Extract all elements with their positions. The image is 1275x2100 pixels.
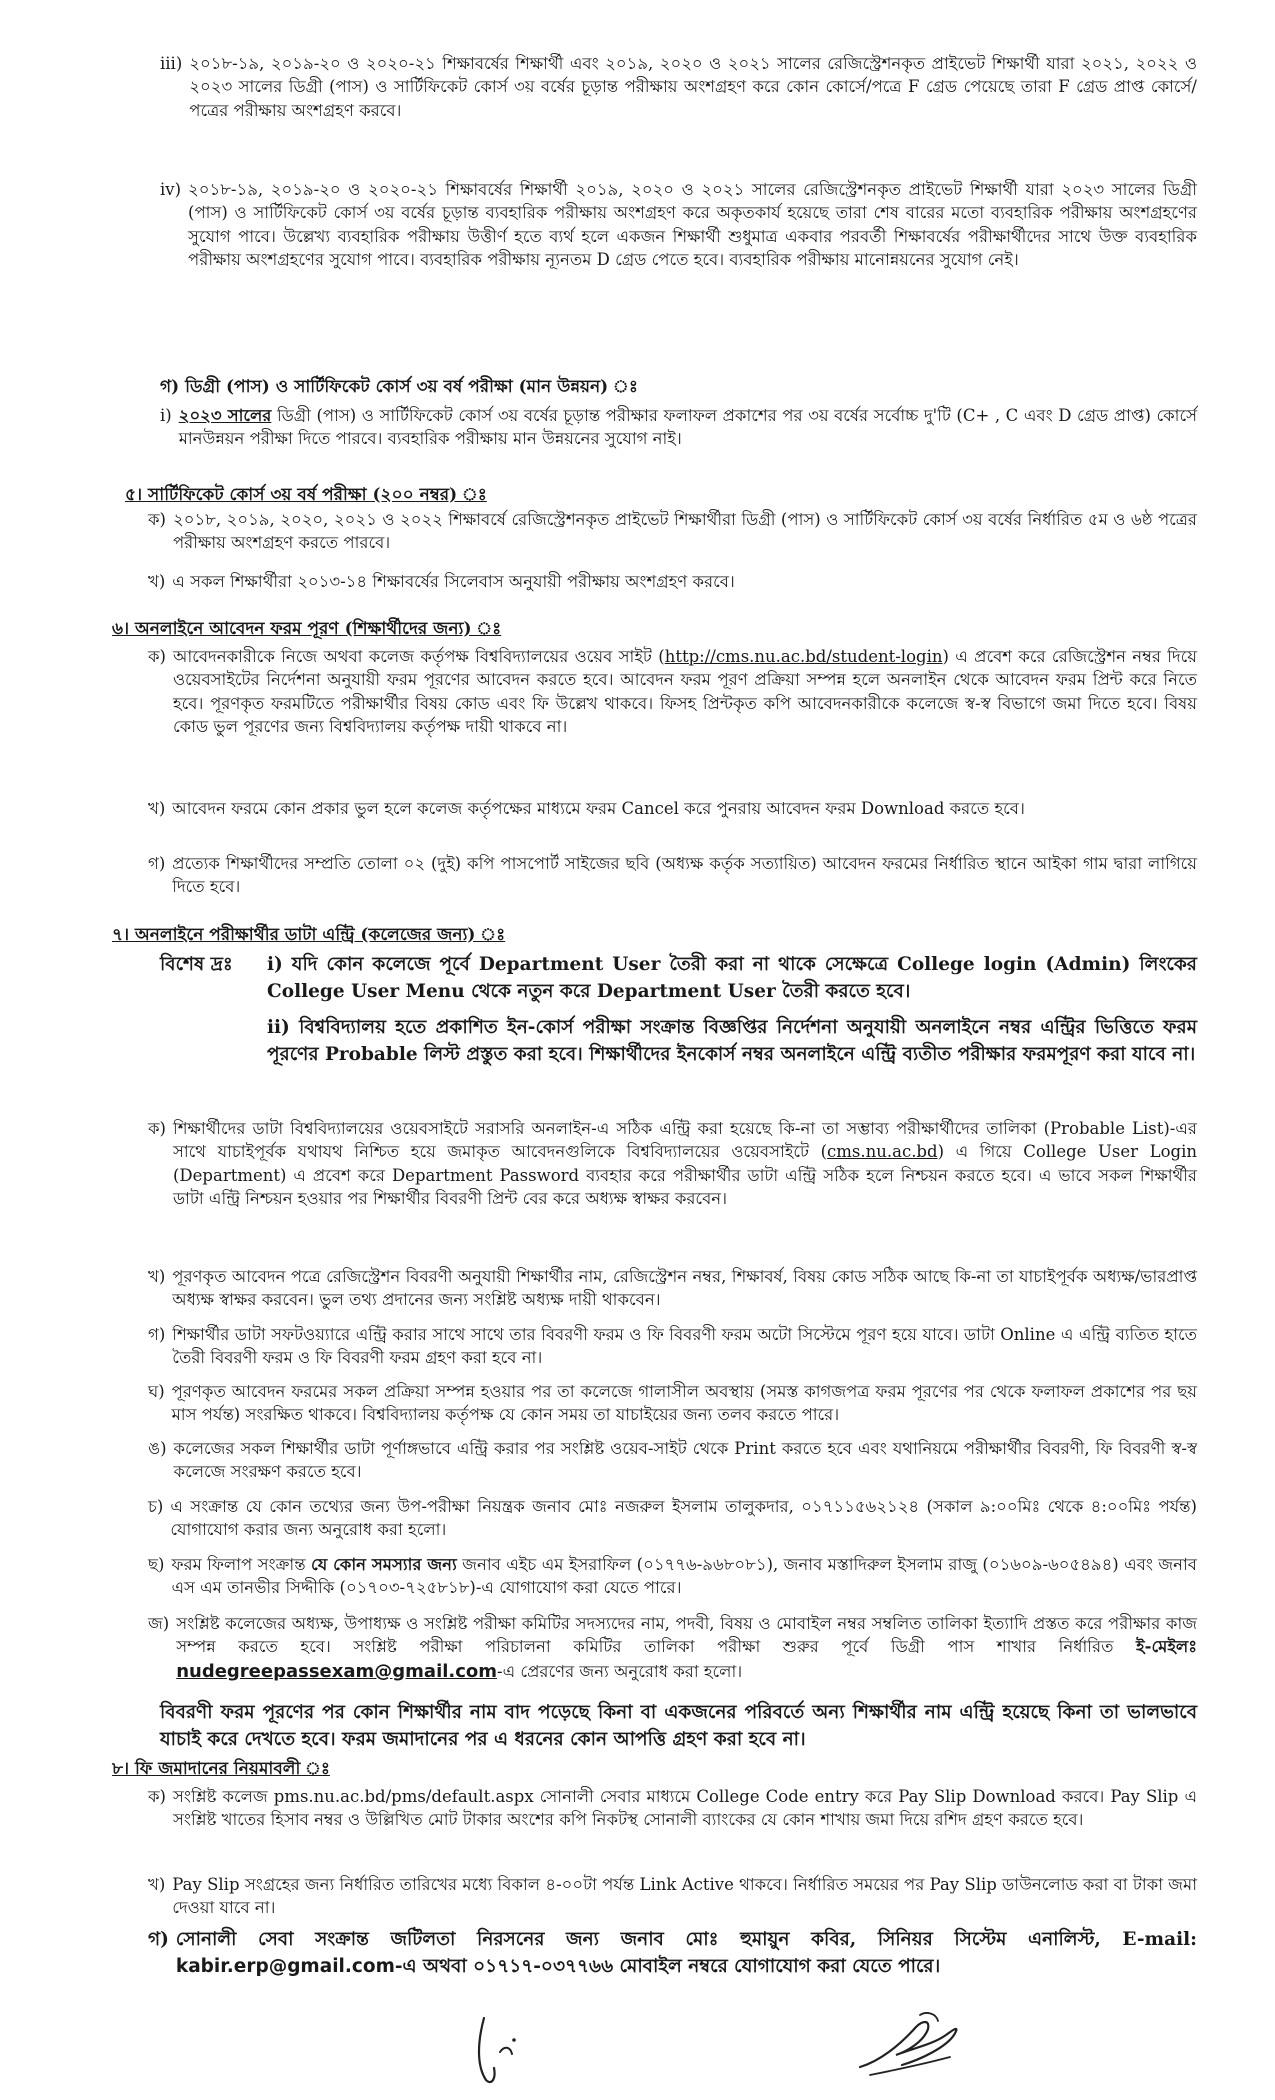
item-text-pre: শিক্ষার্থীদের ডাটা বিশ্ববিদ্যালয়ের ওয়েবসাইটে সরাসরি অনলাইন-এ সঠিক এন্ট্রি করা হয়েছে কি-না তা সম্ভাব্য পরীক্ষার্থীদের তালিকা (Probable List)-এর সাথে যাচাইপূর্বক যথাযথ নিশ্চিত হয়ে জমাকৃত আবেদনগুলিকে বিশ্ববিদ্যালয়ের ওয়েবসাইটে ( (172, 1119, 1197, 1162)
item-6kh (148, 797, 1197, 820)
item-text: পূরণকৃত আবেদন ফরমের সকল প্রক্রিয়া সম্পন্ন হওয়ার পর তা কলেজে গালাসীল অবস্থায় (সমস্ত কাগজপত্র ফরম পূরণের পর থেকে ফলাফল প্রকাশের পর ছয় মাস পর্যন্ত) সংরক্ষিত থাকবে। বিশ্ববিদ্যালয় কর্তৃপক্ষ যে কোন সময় তা যাচাইয়ের জন্য তলব করতে পারে। (171, 1382, 1197, 1425)
item-marker: ঙ) (148, 1439, 167, 1458)
item-text-pre: সোনালী সেবা সংক্রান্ত জটিলতা নিরসনের জন্য জনাব মোঃ হুমায়ুন কবির, সিনিয়র সিস্টেম এনালিস্ট, E-mail: (175, 1929, 1197, 1950)
item-7gh (148, 1380, 1197, 1427)
item-text-post: ) এ গিয়ে College User Login (Department) এ প্রবেশ করে Department Password ব্যবহার করে পরীক্ষার্থীর ডাটা এন্ট্রি সঠিক হলে নিশ্চয়ন করতে হবে। এ ভাবে সকল শিক্ষার্থীর ডাটা এন্ট্রি নিশ্চয়ন হওয়ার পর শিক্ষার্থীর বিবরণী প্রিন্ট বের করে অধ্যক্ষ স্বাক্ষর করবেন। (172, 1142, 1198, 1209)
section-heading-6 (112, 617, 501, 641)
item-7k (148, 1117, 1197, 1211)
item-text-post: -এ প্রেরণের জন্য অনুরোধ করা হলো। (497, 1661, 743, 1681)
item-text (173, 1117, 1197, 1211)
support-email-link[interactable]: kabir.erp@gmail.com (175, 1955, 395, 1977)
item-marker: ক) (148, 510, 166, 529)
item-marker: খ) (148, 799, 166, 818)
item-marker: ক) (148, 647, 166, 666)
item-text-post: ) এ প্রবেশ করে রেজিস্ট্রেশন নম্বর দিয়ে ওয়েবসাইটের নির্দেশনা অনুযায়ী ফরম পূরণের আবেদন করতে হবে। আবেদন ফরম পূরণ প্রক্রিয়া সম্পন্ন হলে অনলাইন থেকে আবেদন ফরম প্রিন্ট করে নিতে হবে। পূরণকৃত ফরমটিতে পরীক্ষার্থীর বিষয় কোড এবং ফি উল্লেখ থাকবে। ফিসহ প্রিন্টকৃত কপি আবেদনকারীকে কলেজে স্ব-স্ব বিভাগে জমা দিতে হবে। বিষয় কোড ভুল পূরণের জন্য বিশ্ববিদ্যালয় কর্তৃপক্ষ দায়ী থাকবে না। (172, 647, 1197, 737)
item-text-post: জনাব এইচ এম ইসরাফিল (০১৭৭৬-৯৬৮০৮১), জনাব মস্তাদিরুল ইসলাম রাজু (০১৬০৯-৬০৫৪৯৪) এবং জনাব এস এম তানভীর সিদ্দীকি (০১৭০৩-৭২৫৮১৮)-এ যোগাযোগ করা যেতে পারে। (171, 1555, 1197, 1598)
item-7jh (148, 1612, 1197, 1684)
item-text: এ সকল শিক্ষার্থীরা ২০১৩-১৪ শিক্ষাবর্ষের সিলেবাস অনুযায়ী পরীক্ষায় অংশগ্রহণ করবে। (172, 572, 735, 591)
item-marker: ক) (148, 1119, 166, 1138)
item-text: কলেজের সকল শিক্ষার্থীর ডাটা পূর্ণাঙ্গভাবে এন্ট্রি করার পর সংশ্লিষ্ট ওয়েব-সাইট থেকে Print করতে হবে এবং যথানিয়মে পরীক্ষার্থীর বিবরণী, ফি বিবরণী স্ব-স্ব কলেজে সংরক্ষণ করতে হবে। (173, 1439, 1197, 1482)
item-marker: খ) (148, 572, 166, 591)
item-iii (160, 52, 1197, 122)
student-login-link[interactable]: http://cms.nu.ac.bd/student-login (664, 647, 943, 666)
special-note-i (160, 952, 1197, 1006)
exam-email-link[interactable]: nudegreepassexam@gmail.com (176, 1660, 498, 1682)
item-7g (148, 1323, 1197, 1370)
email-label: ই-মেইলঃ (1136, 1637, 1198, 1657)
item-text-pre: আবেদনকারীকে নিজে অথবা কলেজ কর্তৃপক্ষ বিশ্ববিদ্যালয়ের ওয়েব সাইট ( (172, 647, 665, 666)
item-text (176, 1612, 1197, 1684)
item-marker: গ) (148, 854, 166, 873)
item-lead: ২০২৩ সালের (178, 406, 272, 425)
item-marker: iv) (160, 180, 182, 199)
heading-text: ৫। সার্টিফিকেট কোর্স ৩য় বর্ষ পরীক্ষা (২০০ নম্বর) ঃ (125, 485, 487, 505)
item-text: সংশ্লিষ্ট কলেজ pms.nu.ac.bd/pms/default.aspx সোনালী সেবার মাধ্যমে College Code entry করে Pay Slip Download করবে। Pay Slip এ সংশ্লিষ্ট খাতের হিসাব নম্বর ও উল্লিখিত মোট টাকার অংশের কপি নিকটস্থ সোনালী ব্যাংকের যে কোন শাখায় জমা দিয়ে রশিদ গ্রহণ করতে হবে। (172, 1787, 1197, 1830)
item-text (171, 1553, 1197, 1600)
special-note-text: i) যদি কোন কলেজে পূর্বে Department User তৈরী করা না থাকে সেক্ষেত্রে College login (Admin) লিংকের College User Menu থেকে নতুন করে Department User তৈরী করতে হবে। (267, 954, 1197, 1002)
section-heading-7 (112, 923, 505, 947)
section-heading-improvement: গ) ডিগ্রী (পাস) ও সার্টিফিকেট কোর্স ৩য় বর্ষ পরীক্ষা (মান উন্নয়ন) ঃ (160, 377, 638, 397)
item-text: পূরণকৃত আবেদন পত্রে রেজিস্ট্রেশন বিবরণী অনুযায়ী শিক্ষার্থীর নাম, রেজিস্ট্রেশন নম্বর, শিক্ষাবর্ষ, বিষয় কোড সঠিক আছে কি-না তা যাচাইপূর্বক অধ্যক্ষ/ভারপ্রাপ্ত অধ্যক্ষ স্বাক্ষর করবেন। ভুল তথ্য প্রদানের জন্য সংশ্লিষ্ট অধ্যক্ষ দায়ী থাকবেন। (172, 1267, 1197, 1310)
item-text: শিক্ষার্থীর ডাটা সফটওয়্যারে এন্ট্রি করার সাথে সাথে তার বিবরণী ফরম ও ফি বিবরণী ফরম অটো সিস্টেমে পূরণ হয়ে যাবে। ডাটা Online এ এন্ট্রি ব্যতিত হাতে তৈরী বিবরণী ফরম ও ফি বিবরণী ফরম গ্রহণ করা হবে না। (172, 1325, 1197, 1368)
item-text (176, 1927, 1197, 1981)
item-text: ২০১৮-১৯, ২০১৯-২০ ও ২০২০-২১ শিক্ষাবর্ষের শিক্ষার্থী ২০১৯, ২০২০ ও ২০২১ সালের রেজিস্ট্রেশনকৃত প্রাইভেট শিক্ষার্থী যারা ২০২৩ সালের ডিগ্রী (পাস) ও সার্টিফিকেট কোর্স ৩য় বর্ষের চূড়ান্ত ব্যবহারিক পরীক্ষায় অংশগ্রহণ করে অকৃতকার্য হয়েছে তারা শেষ বারের মতো ব্যবহারিক পরীক্ষায় অংশগ্রহণের সুযোগ পাবে। উল্লেখ্য ব্যবহারিক পরীক্ষায় উত্তীর্ণ হতে ব্যর্থ হলে একজন শিক্ষার্থী শুধুমাত্র একবার পরবর্তী শিক্ষাবর্ষের পরীক্ষার্থীদের সাথে উক্ত ব্যবহারিক পরীক্ষায় অংশগ্রহণের সুযোগ পাবে। ব্যবহারিক পরীক্ষায় ন্যূনতম D গ্রেড পেতে হবে। ব্যবহারিক পরীক্ষায় মানোন্নয়নের সুযোগ নেই। (188, 180, 1197, 270)
item-text-post: -এ অথবা ০১৭১৭-০৩৭৭৬৬ মোবাইল নম্বরে যোগাযোগ করা যেতে পারে। (394, 1955, 941, 1977)
cms-link[interactable]: cms.nu.ac.bd (827, 1142, 938, 1162)
item-marker: খ) (148, 1875, 166, 1894)
item-marker: জ) (148, 1614, 170, 1633)
heading-text: ৭। অনলাইনে পরীক্ষার্থীর ডাটা এন্ট্রি (কলেজের জন্য) ঃ (112, 925, 506, 945)
item-8k (148, 1785, 1197, 1832)
item-text: ২০১৮-১৯, ২০১৯-২০ ও ২০২০-২১ শিক্ষাবর্ষের শিক্ষার্থী এবং ২০১৯, ২০২০ ও ২০২১ সালের রেজিস্ট্রেশনকৃত প্রাইভেট শিক্ষার্থী যারা ২০২১, ২০২২ ও ২০২৩ সালের ডিগ্রী (পাস) ও সার্টিফিকেট কোর্স ৩য় বর্ষের চূড়ান্ত পরীক্ষায় অংশগ্রহণ করে কোন কোর্সে/পত্রে F গ্রেড পেয়েছে তারা F গ্রেড প্রাপ্ত কোর্সে/পত্রের পরীক্ষায় অংশগ্রহণ করবে। (189, 54, 1197, 120)
item-7kh (148, 1265, 1197, 1312)
item-marker: খ) (148, 1267, 166, 1286)
item-marker: iii) (160, 54, 183, 73)
item-7chh (148, 1553, 1197, 1600)
item-text-pre: সংশ্লিষ্ট কলেজের অধ্যক্ষ, উপাধ্যক্ষ ও সংশ্লিষ্ট পরীক্ষা কমিটির সদস্যদের নাম, পদবী, বিষয় ও মোবাইল নম্বর সম্বলিত তালিকা ইত্যাদি প্রস্তত করে পরীক্ষার কাজ সম্পন্ন করতে হবে। সংশ্লিষ্ট পরীক্ষা পরিচালনা কমিটির তালিকা পরীক্ষা শুরুর পূর্বে ডিগ্রী পাস শাখার নির্ধারিত (176, 1614, 1197, 1657)
warning-note: বিবরণী ফরম পূরণের পর কোন শিক্ষার্থীর নাম বাদ পড়েছে কিনা বা একজনের পরিবর্তে অন্য শিক্ষার্থীর নাম এন্ট্রি হয়েছে কিনা তা ভালভাবে যাচাই করে দেখতে হবে। ফরম জমাদানের পর এ ধরনের কোন আপত্তি গ্রহণ করা হবে না। (160, 1702, 1197, 1750)
item-7ch (148, 1495, 1197, 1542)
item-5k (148, 508, 1197, 555)
signature-right (850, 2005, 970, 2085)
item-text: Pay Slip সংগ্রহের জন্য নির্ধারিত তারিখের মধ্যে বিকাল ৪-০০টা পর্যন্ত Link Active থাকবে। নির্ধারিত সময়ের পর Pay Slip ডাউনলোড করা বা টাকা জমা দেওয়া যাবে না। (172, 1875, 1197, 1918)
item-body: ডিগ্রী (পাস) ও সার্টিফিকেট কোর্স ৩য় বর্ষের চূড়ান্ত পরীক্ষার ফলাফল প্রকাশের পর ৩য় বর্ষের সর্বোচ্চ দু'টি (C+ , C এবং D গ্রেড প্রাপ্ত) কোর্সে মানউন্নয়ন পরীক্ষা দিতে পারবে। ব্যবহারিক পরীক্ষায় মান উন্নয়নের সুযোগ নাই। (178, 406, 1197, 449)
signature-left (470, 2010, 530, 2090)
item-5kh (148, 570, 1197, 593)
item-marker: ক) (148, 1787, 166, 1806)
item-8kh (148, 1873, 1197, 1920)
item-marker: ছ) (148, 1555, 165, 1574)
item-text (179, 404, 1197, 451)
special-note-ii: ii) বিশ্ববিদ্যালয় হতে প্রকাশিত ইন-কোর্স পরীক্ষা সংক্রান্ত বিজ্ঞপ্তির নির্দেশনা অনুযায়ী অনলাইনে নম্বর এন্ট্রির ভিত্তিতে ফরম পূরণের Probable লিস্ট প্রস্তুত করা হবে। শিক্ষার্থীদের ইনকোর্স নম্বর অনলাইনে এন্ট্রি ব্যতীত পরীক্ষার ফরমপূরণ করা যাবে না। (267, 1017, 1197, 1065)
heading-text: ৬। অনলাইনে আবেদন ফরম পূরণ (শিক্ষার্থীদের জন্য) ঃ (112, 619, 502, 639)
item-marker: ঘ) (148, 1382, 165, 1401)
item-improvement-i (160, 404, 1197, 451)
item-marker: গ) (148, 1929, 169, 1950)
item-text-bold: যে কোন সমস্যার জন্য (311, 1555, 457, 1574)
item-text: আবেদন ফরমে কোন প্রকার ভুল হলে কলেজ কর্তৃপক্ষের মাধ্যমে ফরম Cancel করে পুনরায় আবেদন ফরম Download করতে হবে। (172, 799, 1025, 818)
section-heading-8 (112, 1757, 330, 1781)
item-8g (148, 1927, 1197, 1981)
item-text: এ সংক্রান্ত যে কোন তথ্যের জন্য উপ-পরীক্ষা নিয়ন্ত্রক জনাব মোঃ নজরুল ইসলাম তালুকদার, ০১৭১১৫৬২১২৪ (সকাল ৯:০০মিঃ থেকে ৪:০০মিঃ পর্যন্ত) যোগাযোগ করার জন্য অনুরোধ করা হলো। (170, 1497, 1197, 1540)
item-text-pre: ফরম ফিলাপ সংক্রান্ত (171, 1555, 306, 1574)
item-marker: গ) (148, 1325, 166, 1344)
item-text (173, 645, 1197, 739)
item-text: প্রত্যেক শিক্ষার্থীদের সম্প্রতি তোলা ০২ (দুই) কপি পাসপোর্ট সাইজের ছবি (অধ্যক্ষ কর্তৃক সত্যায়িত) আবেদন ফরমের নির্ধারিত স্থানে আইকা গাম দ্বারা লাগিয়ে দিতে হবে। (172, 854, 1197, 897)
section-heading-5 (125, 483, 487, 507)
item-marker: চ) (148, 1497, 164, 1516)
item-6g (148, 852, 1197, 899)
item-iv (160, 178, 1197, 272)
item-text: ২০১৮, ২০১৯, ২০২০, ২০২১ ও ২০২২ শিক্ষাবর্ষে রেজিস্ট্রেশনকৃত প্রাইভেট শিক্ষার্থীরা ডিগ্রী (পাস) ও সার্টিফিকেট কোর্স ৩য় বর্ষের নির্ধারিত ৫ম ও ৬ষ্ঠ পত্রের পরীক্ষায় অংশগ্রহণ করতে পারবে। (172, 510, 1197, 553)
heading-text: ৮। ফি জমাদানের নিয়মাবলী ঃ (112, 1759, 330, 1779)
item-7ng (148, 1437, 1197, 1484)
item-6k (148, 645, 1197, 739)
item-marker: i) (160, 406, 172, 425)
special-note-label: বিশেষ দ্রঃ (160, 954, 233, 975)
